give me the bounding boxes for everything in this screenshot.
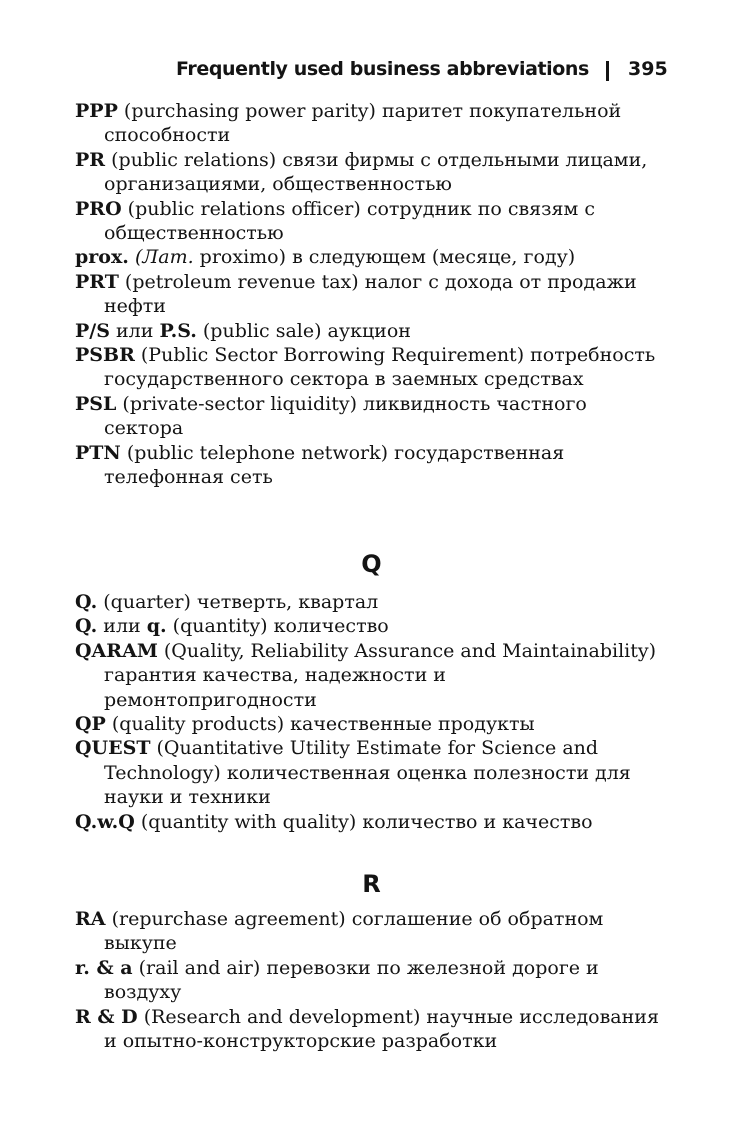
entry-ptn [0,441,664,490]
entry-psbr [0,343,664,392]
entry-definition: (purchasing power parity) паритет покупательной способности [104,100,622,147]
entry-or: или [97,615,147,638]
entry-term-alt: q. [146,615,167,638]
entry-term: PRO [75,197,122,220]
section-p-entries [0,99,743,490]
entry-definition: (quarter) четверть, квартал [97,591,379,613]
entry-definition: (petroleum revenue tax) налог с дохода от продажи нефти [104,270,637,318]
entry-term: Q. [75,615,98,638]
entry-qwq [0,810,664,834]
entry-r-and-a [0,956,664,1005]
entry-term: QARAM [75,639,158,662]
entry-term: r. & a [75,956,133,979]
entry-definition: (quality products) качественные продукты [105,713,535,736]
entry-term: Q. [75,591,98,613]
entry-prox [0,245,664,269]
entry-definition: (Research and development) научные исследования и опытно-конструкторские разработки [104,1005,659,1053]
entry-term: QUEST [75,737,151,760]
latin-paren: (Лат. [134,246,194,269]
language-label: Лат. [142,246,194,269]
entry-r-and-d [0,1005,664,1054]
entry-ps [0,319,664,343]
entry-definition: proximo) в следующем (месяце, году) [193,246,576,269]
entry-term-alt: P.S. [159,319,197,342]
section-q-entries [0,590,743,834]
entry-term: PR [75,148,106,171]
entry-term: prox. [75,246,129,269]
entry-term: P/S [75,319,110,342]
entry-term: QP [75,713,106,736]
entry-prt [0,270,664,319]
entry-definition: (Quality, Reliability Assurance and Maintainability) гарантия качества, надежности и ремонтопригодности [104,639,657,711]
entry-qp [0,712,664,736]
entry-term: PPP [75,100,118,122]
entry-definition: (public relations officer) сотрудник по связям с общественностью [104,197,595,245]
running-header [0,58,743,86]
entry-pr [0,148,664,197]
section-r-entries [0,907,743,1053]
entry-definition: (public sale) аукцион [196,319,411,342]
entry-q-quantity [0,614,664,638]
entry-q-quarter [0,590,664,614]
entry-qaram [0,639,664,712]
entry-term: RA [75,908,106,930]
entry-term: PRT [75,270,119,293]
page-number: 395 [628,58,668,80]
entry-ppp [0,99,664,148]
section-letter-q: Q [361,550,382,578]
entry-term: PSBR [75,344,135,367]
entry-definition: (Quantitative Utility Estimate for Science and Technology) количественная оценка полезности для науки и техники [104,737,631,809]
entry-term: PTN [75,441,121,464]
entry-definition: (public relations) связи фирмы с отдельными лицами, организациями, общественностью [104,148,648,196]
entry-quest [0,736,664,809]
entry-definition: (public telephone network) государственная телефонная сеть [104,441,565,489]
entry-definition: (quantity) количество [166,615,389,638]
entry-definition: (private-sector liquidity) ликвидность частного сектора [104,392,587,440]
header-separator [606,61,609,81]
entry-ra [0,907,664,956]
entry-definition: (repurchase agreement) соглашение об обратном выкупе [104,908,604,955]
entry-term: PSL [75,392,117,415]
entry-definition: (Public Sector Borrowing Requirement) потребность государственного сектора в заемных средствах [104,344,656,391]
entry-definition: (quantity with quality) количество и качество [134,810,593,833]
section-letter-r: R [362,870,381,898]
entry-definition: (rail and air) перевозки по железной дороге и воздуху [104,956,599,1004]
entry-or: или [109,319,160,342]
entry-term: Q.w.Q [75,810,135,833]
entry-term: R & D [75,1005,138,1028]
running-header-title: Frequently used business abbreviations [176,58,589,80]
entry-psl [0,392,664,441]
entry-pro [0,197,664,246]
